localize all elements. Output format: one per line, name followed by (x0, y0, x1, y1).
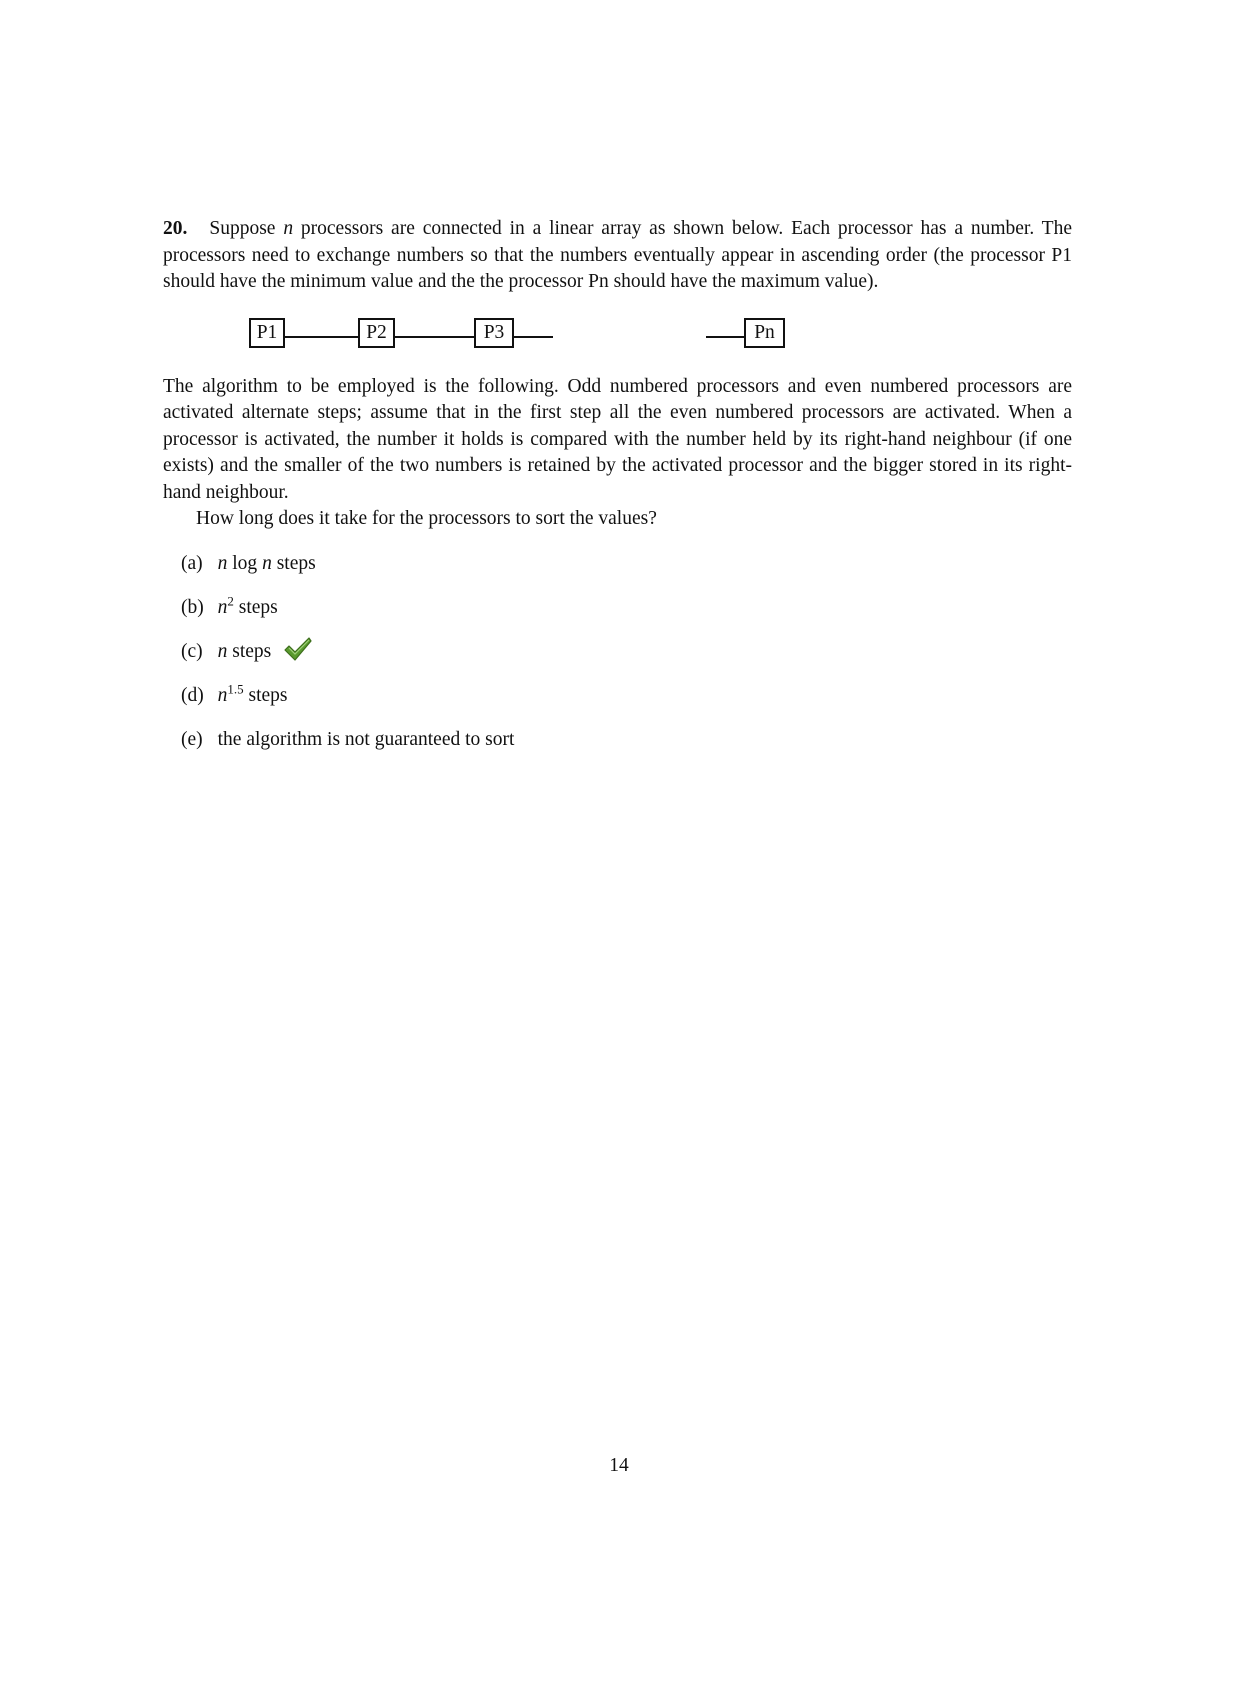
option-letter: (b) (181, 596, 204, 618)
question-prompt: How long does it take for the processors to sort the values? (196, 508, 657, 529)
option-letter: (a) (181, 552, 203, 574)
intro-variable-n: n (283, 218, 294, 239)
option-label: steps (233, 596, 278, 618)
option-math-op: log (227, 552, 263, 574)
answer-options (181, 551, 1072, 771)
option-math: n (217, 596, 228, 618)
option-math: n (217, 552, 228, 574)
check-mark-icon (283, 636, 313, 670)
option-text (216, 595, 278, 621)
wire-p2-p3 (394, 336, 475, 338)
processor-pn: Pn (744, 318, 785, 348)
page-number: 14 (609, 1455, 629, 1476)
wire-p1-p2 (283, 336, 360, 338)
question-number: 20. (163, 218, 188, 239)
option-label: steps (271, 552, 316, 574)
intro-text-before: Suppose (209, 218, 284, 239)
option-e[interactable] (181, 727, 1072, 771)
option-label: steps (227, 640, 272, 662)
intro-text-after: processors are connected in a linear array as shown below. Each processor has a number. The processors need to exchange numbers so that the numbers eventually appear in ascending order (the processor P1 should have the minimum value and the the processor Pn should have the maximum value). (163, 218, 1072, 292)
option-letter: (d) (181, 684, 204, 706)
option-a[interactable] (181, 551, 1072, 595)
option-label: steps (243, 684, 288, 706)
linear-array-diagram (163, 296, 1072, 374)
processor-p2: P2 (358, 318, 395, 348)
option-label: the algorithm is not guaranteed to sort (217, 728, 515, 750)
algorithm-description: The algorithm to be employed is the following. Odd numbered processors and even numbered processors are activated alternate steps; assume that in the first step all the even numbered processors are activated. When a processor is activated, the number it holds is compared with the number held by its right-hand neighbour (if one exists) and the smaller of the two numbers is retained by the activated processor and the bigger stored in its right-hand neighbour. (163, 375, 1072, 503)
option-math: n (217, 640, 228, 662)
option-letter: (e) (181, 728, 203, 750)
processor-p3: P3 (474, 318, 514, 348)
option-d[interactable] (181, 683, 1072, 727)
processor-p1: P1 (249, 318, 285, 348)
option-math-2: n (262, 552, 272, 574)
wire-in-pn (706, 336, 746, 338)
option-b[interactable] (181, 595, 1072, 639)
option-c[interactable] (181, 639, 1072, 683)
question-block (163, 216, 1072, 771)
wire-p3-out (513, 336, 553, 338)
option-exponent: 2 (227, 593, 234, 608)
option-letter: (c) (181, 640, 203, 662)
option-text (216, 639, 271, 665)
option-text (216, 551, 316, 577)
option-text (216, 683, 288, 709)
check-mark-svg (283, 636, 313, 662)
option-exponent: 1.5 (227, 681, 244, 696)
option-math: n (217, 684, 228, 706)
question-intro (163, 216, 1072, 296)
option-text (216, 727, 514, 753)
